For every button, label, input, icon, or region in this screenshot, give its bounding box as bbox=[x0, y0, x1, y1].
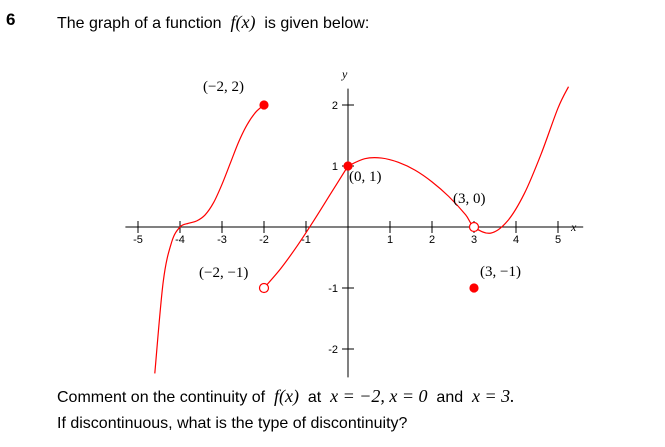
x-tick-label: -2 bbox=[259, 234, 269, 246]
question-number: 6 bbox=[6, 10, 16, 29]
question-line-1 bbox=[57, 386, 515, 407]
x-tick-label: -1 bbox=[301, 234, 311, 246]
y-axis-label: y bbox=[342, 67, 348, 81]
y-tick-label: -1 bbox=[328, 283, 338, 295]
point-label-0-1: (0, 1) bbox=[349, 169, 382, 185]
x-tick-label: -4 bbox=[175, 234, 185, 246]
x-tick-label: -5 bbox=[133, 234, 143, 246]
labels bbox=[199, 67, 577, 281]
curve-piece-1 bbox=[155, 105, 264, 373]
x-tick-label: 1 bbox=[386, 234, 394, 246]
x-tick-label: -3 bbox=[217, 234, 227, 246]
filled-point-marker bbox=[260, 101, 268, 109]
open-point-marker bbox=[260, 284, 269, 293]
y-tick-label: 1 bbox=[331, 161, 338, 173]
x-axis-label: x bbox=[571, 220, 577, 234]
point-label-3-neg1: (3, −1) bbox=[480, 264, 521, 280]
q1-text-pre: Comment on the continuity of bbox=[57, 389, 266, 406]
intro-text-post: is given below: bbox=[264, 15, 370, 32]
q1-at: at bbox=[307, 389, 322, 406]
point-label-neg2-2: (−2, 2) bbox=[203, 79, 244, 95]
filled-point-marker bbox=[470, 284, 478, 292]
question-line-2: If discontinuous, what is the type of discontinuity? bbox=[57, 415, 408, 432]
q1-last-point: x = 3. bbox=[472, 386, 515, 406]
curve-piece-3 bbox=[348, 87, 569, 234]
q1-and: and bbox=[436, 389, 464, 406]
axes bbox=[125, 89, 583, 378]
q1-function-name: f(x) bbox=[274, 386, 299, 406]
point-label-3-0: (3, 0) bbox=[453, 191, 486, 207]
y-tick-label: -2 bbox=[328, 344, 338, 356]
function-curve bbox=[155, 87, 569, 374]
point-label-neg2-neg1: (−2, −1) bbox=[199, 265, 249, 281]
point-markers bbox=[260, 101, 479, 293]
x-tick-label: 2 bbox=[428, 234, 436, 246]
x-tick-label: 4 bbox=[512, 234, 520, 246]
intro-function-name: f(x) bbox=[230, 12, 256, 32]
x-tick-label: 3 bbox=[470, 234, 478, 246]
q1-points: x = −2, x = 0 bbox=[330, 386, 428, 406]
intro-text-pre: The graph of a function bbox=[57, 15, 222, 32]
y-tick-label: 2 bbox=[331, 100, 338, 112]
open-point-marker bbox=[470, 223, 479, 232]
x-tick-label: 5 bbox=[554, 234, 562, 246]
